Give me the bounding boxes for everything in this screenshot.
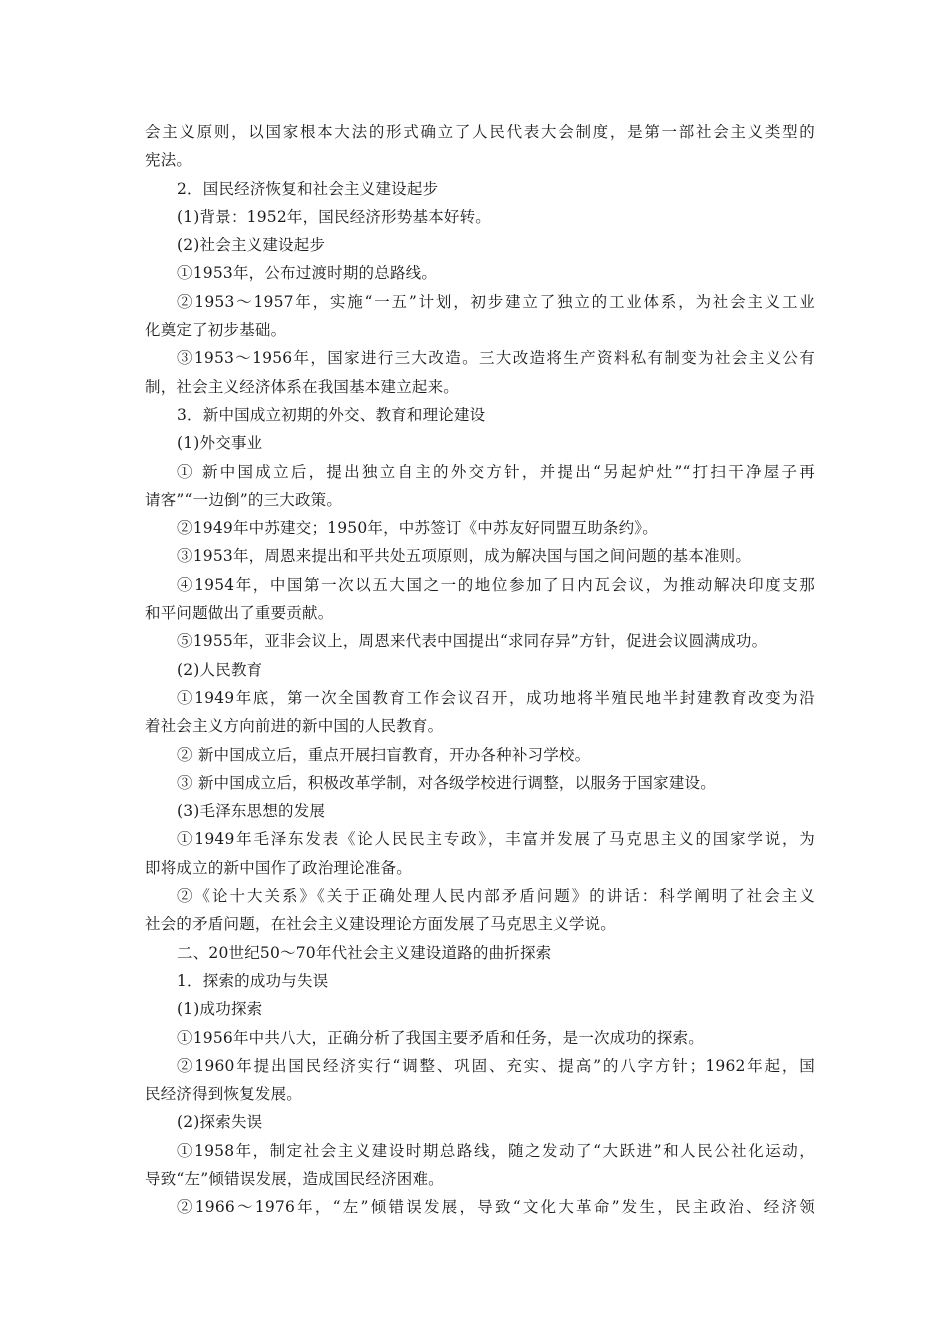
text-line: (1)背景：1952年，国民经济形势基本好转。 bbox=[177, 207, 492, 226]
text-line: ①1956年中共八大，正确分析了我国主要矛盾和任务，是一次成功的探索。 bbox=[177, 1028, 704, 1047]
text-line: 社会的矛盾问题，在社会主义建设理论方面发展了马克思主义学说。 bbox=[145, 915, 617, 934]
text-line: ②1949年中苏建交；1950年，中苏签订《中苏友好同盟互助条约》。 bbox=[177, 519, 658, 538]
text-line: 宪法。 bbox=[145, 151, 193, 170]
text-line: (3)毛泽东思想的发展 bbox=[177, 802, 326, 821]
text-line: (2)探索失误 bbox=[177, 1113, 263, 1132]
document-body bbox=[145, 118, 815, 1222]
text-line: (1)成功探索 bbox=[177, 1000, 263, 1019]
text-line: 请客”“一边倒”的三大政策。 bbox=[145, 490, 343, 509]
text-line: ①1949年底，第一次全国教育工作会议召开，成功地将半殖民地半封建教育改变为沿 bbox=[177, 688, 815, 707]
text-line: ①1958年，制定社会主义建设时期总路线，随之发动了“大跃进”和人民公社化运动， bbox=[177, 1141, 815, 1160]
text-line: ②1953～1957年，实施“一五”计划，初步建立了独立的工业体系，为社会主义工业 bbox=[177, 292, 815, 311]
text-line: (2)社会主义建设起步 bbox=[177, 236, 326, 255]
text-line: 二、20世纪50～70年代社会主义建设道路的曲折探索 bbox=[177, 943, 552, 962]
text-line: ② 新中国成立后，重点开展扫盲教育，开办各种补习学校。 bbox=[177, 745, 591, 764]
text-line: 和平问题做出了重要贡献。 bbox=[145, 604, 334, 623]
text-line: 导致“左”倾错误发展，造成国民经济困难。 bbox=[145, 1169, 444, 1188]
text-line: (2)人民教育 bbox=[177, 660, 263, 679]
text-line: ③1953～1956年，国家进行三大改造。三大改造将生产资料私有制变为社会主义公有 bbox=[177, 349, 815, 368]
text-line: ①1949年毛泽东发表《论人民民主专政》，丰富并发展了马克思主义的国家学说，为 bbox=[177, 830, 815, 849]
text-line: 民经济得到恢复发展。 bbox=[145, 1085, 303, 1104]
text-line: ④1954年，中国第一次以五大国之一的地位参加了日内瓦会议，为推动解决印度支那 bbox=[177, 575, 815, 594]
text-line: 3．新中国成立初期的外交、教育和理论建设 bbox=[177, 405, 486, 424]
text-line: ① 新中国成立后，提出独立自主的外交方针，并提出“另起炉灶”“打扫干净屋子再 bbox=[177, 462, 815, 481]
text-line: 化奠定了初步基础。 bbox=[145, 321, 287, 340]
text-line: 2．国民经济恢复和社会主义建设起步 bbox=[177, 179, 439, 198]
text-line: 会主义原则，以国家根本大法的形式确立了人民代表大会制度，是第一部社会主义类型的 bbox=[145, 123, 815, 141]
text-line: ③ 新中国成立后，积极改革学制，对各级学校进行调整，以服务于国家建设。 bbox=[177, 773, 716, 792]
text-line: 着社会主义方向前进的新中国的人民教育。 bbox=[145, 717, 444, 736]
text-line: ②1960年提出国民经济实行“调整、巩固、充实、提高”的八字方针；1962年起，国 bbox=[177, 1056, 815, 1075]
text-line: ③1953年，周恩来提出和平共处五项原则，成为解决国与国之间问题的基本准则。 bbox=[177, 547, 752, 566]
text-line: 制，社会主义经济体系在我国基本建立起来。 bbox=[145, 377, 460, 396]
text-line: ②1966～1976年，“左”倾错误发展，导致“文化大革命”发生，民主政治、经济领 bbox=[177, 1198, 815, 1217]
text-line: ②《论十大关系》《关于正确处理人民内部矛盾问题》的讲话：科学阐明了社会主义 bbox=[177, 887, 815, 906]
text-line: ⑤1955年，亚非会议上，周恩来代表中国提出“求同存异”方针，促进会议圆满成功。 bbox=[177, 632, 768, 651]
text-line: ①1953年，公布过渡时期的总路线。 bbox=[177, 264, 438, 283]
text-line: 即将成立的新中国作了政治理论准备。 bbox=[145, 858, 412, 877]
text-line: (1)外交事业 bbox=[177, 434, 263, 453]
text-line: 1．探索的成功与失误 bbox=[177, 971, 329, 990]
